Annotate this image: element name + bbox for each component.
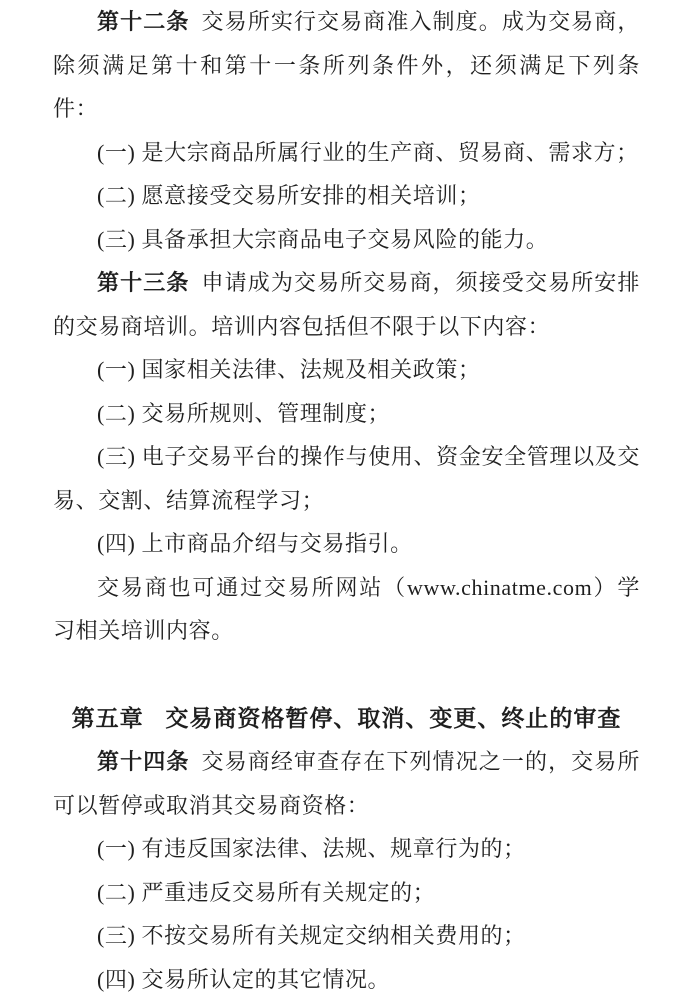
article-12-number: 第十二条 — [97, 9, 189, 34]
article-14-item-4: (四) 交易所认定的其它情况。 — [53, 958, 640, 1001]
article-14-text: 交易商经审查存在下列情况之一的，交易所可以暂停或取消其交易商资格： — [53, 749, 640, 818]
chapter-5-heading — [53, 697, 640, 741]
article-14-number: 第十四条 — [97, 749, 189, 774]
chapter-5-title: 交易商资格暂停、取消、变更、终止的审查 — [165, 705, 621, 731]
article-13-item-4: (四) 上市商品介绍与交易指引。 — [53, 522, 640, 566]
article-14-paragraph — [53, 740, 640, 827]
article-13-number: 第十三条 — [97, 270, 189, 295]
chapter-5-number: 第五章 — [72, 705, 144, 731]
article-12-text: 交易所实行交易商准入制度。成为交易商，除须满足第十和第十一条所列条件外，还须满足下列条件： — [53, 9, 640, 121]
article-13-item-2: (二) 交易所规则、管理制度； — [53, 392, 640, 436]
article-13-paragraph — [53, 261, 640, 348]
article-12-item-3: (三) 具备承担大宗商品电子交易风险的能力。 — [53, 218, 640, 262]
article-13-item-1: (一) 国家相关法律、法规及相关政策； — [53, 348, 640, 392]
article-12-item-2: (二) 愿意接受交易所安排的相关培训； — [53, 174, 640, 218]
article-14-item-1: (一) 有违反国家法律、法规、规章行为的； — [53, 827, 640, 871]
training-website-paragraph: 交易商也可通过交易所网站（www.chinatme.com）学习相关培训内容。 — [53, 566, 640, 653]
article-13-text: 申请成为交易所交易商，须接受交易所安排的交易商培训。培训内容包括但不限于以下内容： — [53, 270, 640, 339]
article-14-item-3: (三) 不按交易所有关规定交纳相关费用的； — [53, 914, 640, 958]
article-12-item-1: (一) 是大宗商品所属行业的生产商、贸易商、需求方； — [53, 131, 640, 175]
article-14-item-2: (二) 严重违反交易所有关规定的； — [53, 871, 640, 915]
article-12-paragraph — [53, 0, 640, 131]
article-13-item-3: (三) 电子交易平台的操作与使用、资金安全管理以及交易、交割、结算流程学习； — [53, 435, 640, 522]
